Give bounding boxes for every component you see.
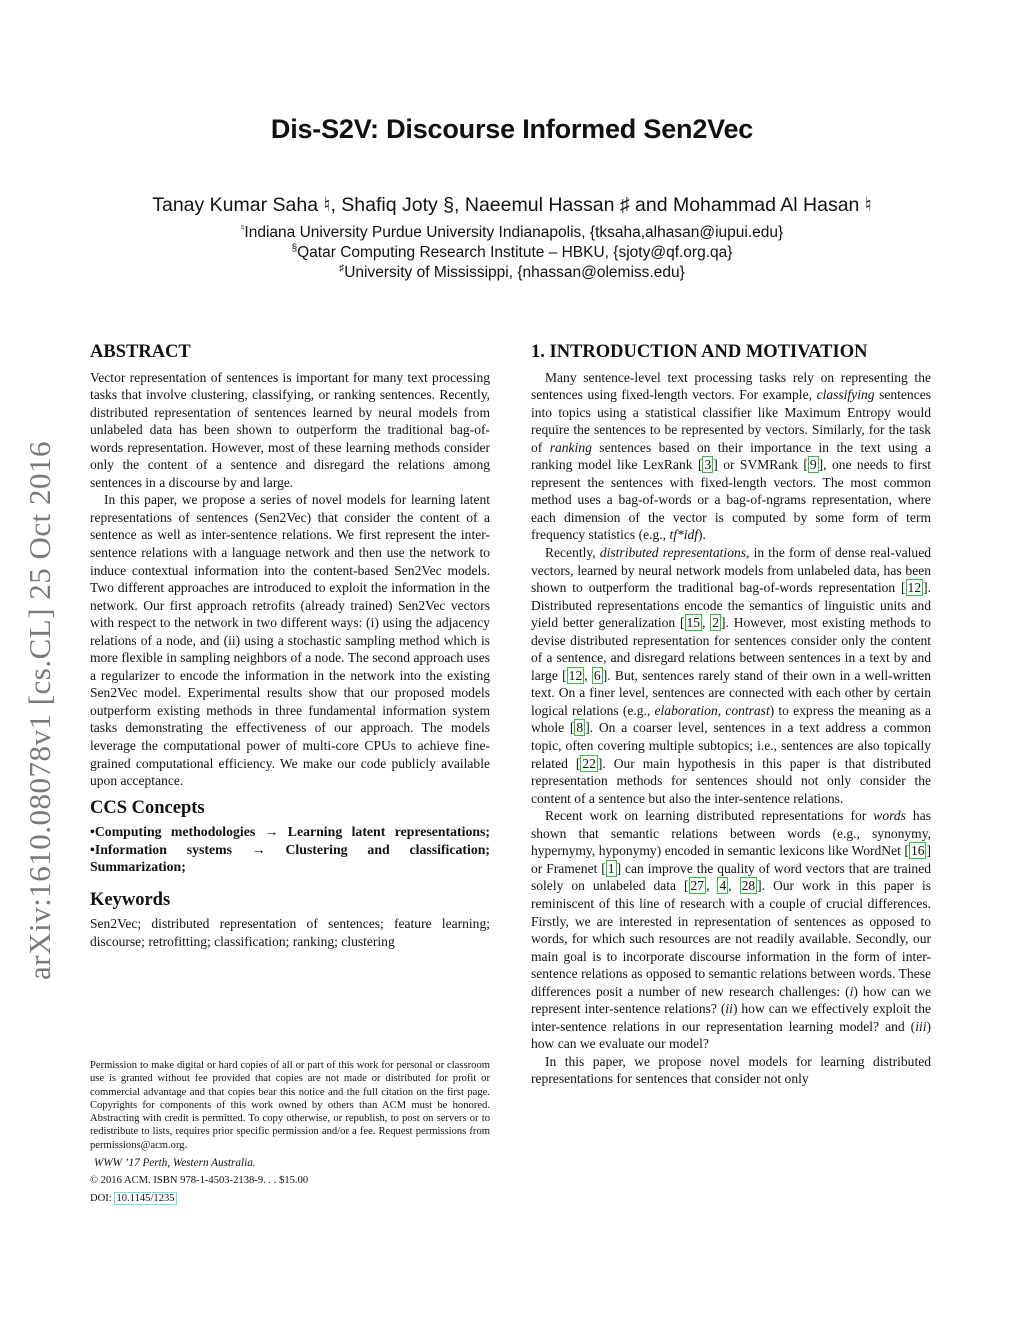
citation-link[interactable]: 27	[690, 878, 705, 894]
affiliation-3	[0, 259, 1024, 283]
doi-label: DOI:	[90, 1193, 112, 1204]
abstract-paragraph-2: In this paper, we propose a series of novel models for learning latent representations of sentences (Sen2Vec) that consider the content of a sentence as well as inter-sentence relations. We first represent the inter-sentence relations with a language network and then use the network to induce contextual information into the content-based Sen2Vec models. Two different approaches are introduced to exploit the information in the network. Our first approach retrofits (already trained) Sen2Vec vectors with respect to the network in two different ways: (i) using the adjacency relations of a node, and (ii) using a stochastic sampling method which is more flexible in sampling neighbors of a node. The second approach uses a regularizer to encode the information in the network into the existing Sen2Vec model. Experimental results show that our proposed models outperform existing methods in three fundamental information system tasks demonstrating the effectiveness of our approach. The models leverage the computational power of multi-core CPUs to achieve fine-grained computational efficiency. We make our code publicly available upon acceptance.	[90, 492, 490, 789]
citation-link[interactable]: 2	[712, 615, 720, 631]
affiliation-text: Indiana University Purdue University Indianapolis, {tksaha,alhasan@iupui.edu}	[244, 224, 784, 241]
affiliation-mark: ♯	[339, 263, 345, 274]
ccs-concepts: •Computing methodologies → Learning latent representations; •Information systems → Clustering and classification; Summarization;	[90, 824, 490, 875]
citation-link[interactable]: 15	[686, 615, 701, 631]
citation-link[interactable]: 3	[704, 457, 712, 473]
permission-notice: Permission to make digital or hard copies of all or part of this work for personal or classroom use is granted without fee provided that copies are not made or distributed for profit or commercial advantage and that copies bear this notice and the full citation on the first page. Copyrights for components of this work owned by others than ACM must be honored. Abstracting with credit is permitted. To copy otherwise, or republish, to post on servers or to redistribute to lists, requires prior specific permission and/or a fee. Request permissions from permissions@acm.org.	[90, 1060, 490, 1151]
keywords-text: Sen2Vec; distributed representation of sentences; feature learning; discourse; retrofitting; classification; ranking; clustering	[90, 916, 490, 949]
citation-link[interactable]: 9	[809, 457, 817, 473]
intro-paragraph-4: In this paper, we propose novel models for learning distributed representations for sentences that consider not only	[531, 1053, 931, 1087]
copyright-line: © 2016 ACM. ISBN 978-1-4503-2138-9. . . $15.00	[90, 1175, 309, 1186]
doi-link[interactable]: 10.1145/1235	[116, 1193, 175, 1204]
citation-link[interactable]: 1	[607, 860, 615, 876]
intro-heading: 1. INTRODUCTION AND MOTIVATION	[531, 342, 868, 362]
author-list: Tanay Kumar Saha ♮, Shafiq Joty §, Naeemul Hassan ♯ and Mohammad Al Hasan ♮	[152, 194, 872, 216]
citation-link[interactable]: 12	[907, 580, 922, 596]
arxiv-stamp: arXiv:1610.08078v1 [cs.CL] 25 Oct 2016	[22, 440, 57, 980]
affiliation-mark: ♮	[240, 223, 245, 234]
citation-link[interactable]: 12	[568, 667, 583, 683]
abstract-heading: ABSTRACT	[90, 342, 191, 362]
affiliation-text: University of Mississippi, {nhassan@olemiss.edu}	[344, 264, 685, 281]
intro-paragraph-1: Many sentence-level text processing tasks rely on representing the sentences using fixed-length vectors. For example, classifying sentences into topics using a statistical classifier like Maximum Entropy would require the sentences to be represented by vectors. Similarly, for the task of ranking sentences based on their importance in the text using a ranking model like LexRank [ 3 ] or SVMRank [ 9 ], one needs to first represent the sentences with fixed-length vectors. The most common method uses a bag-of-words or a bag-of-ngrams representation, where each dimension of the vector is computed by some form of term frequency statistics (e.g., tf*idf).	[531, 369, 932, 543]
citation-link[interactable]: 8	[576, 720, 584, 736]
intro-paragraph-2: Recently, distributed representations, in the form of dense real-valued vectors, learned by neural network models from unlabeled data, has been shown to outperform the traditional bag-of-words representation [ 12 ]. Distributed representations encode the semantics of linguistic units and yield better generalization [ 15 , 2 ]. However, most existing methods to devise distributed representation for sentences consider only the content of a sentence, and disregard relations between sentences in a text by and large [ 12 , 6 ]. But, sentences rarely stand of their own in a well-written text. On a finer level, sentences are connected with each other by certain logical relations (e.g., elaboration, contrast) to express the meaning as a whole [ 8 ]. On a coarser level, sentences in a text address a common topic, often covering multiple subtopics; i.e., sentences are also topically related [ 22 ]. Our main hypothesis in this paper is that distributed representation methods for sentences should not only consider the content of a sentence but also the inter-sentence relations.	[531, 545, 931, 806]
affiliation-mark: §	[291, 243, 298, 254]
right-column	[531, 344, 931, 1088]
citation-link[interactable]: 28	[741, 878, 756, 894]
venue-line: WWW ’17 Perth, Western Australia.	[94, 1157, 256, 1169]
keywords-heading: Keywords	[90, 889, 171, 910]
citation-link[interactable]: 22	[582, 755, 596, 771]
citation-link[interactable]: 16	[910, 843, 925, 859]
left-column	[90, 344, 490, 950]
paper-title: Dis-S2V: Discourse Informed Sen2Vec	[270, 114, 754, 144]
affiliation-text: Qatar Computing Research Institute – HBKU, {sjoty@qf.org.qa}	[297, 244, 733, 261]
citation-link[interactable]: 6	[593, 667, 601, 683]
ccs-heading: CCS Concepts	[90, 797, 205, 818]
abstract-paragraph-1: Vector representation of sentences is important for many text processing tasks that involve clustering, classifying, or ranking sentences. Recently, distributed representation of sentences learned by neural models from unlabeled data has been shown to outperform the traditional bag-of-words representation. However, most of these learning methods consider only the content of a sentence and disregard the relations among sentences in a discourse by and large.	[90, 369, 490, 490]
intro-paragraph-3: Recent work on learning distributed representations for words has shown that semantic relations between words (e.g., synonymy, hypernymy, hyponymy) encoded in semantic lexicons like WordNet [ 16 ] or Framenet [ 1 ] can improve the quality of word vectors that are trained solely on unlabeled data [ 27 , 4 , 28 ]. Our work in this paper is reminiscent of this line of research with a couple of crucial differences. Firstly, we are interested in representation of sentences as opposed to words, for which such resources are not readily available. Secondly, our main goal is to incorporate discourse information in the form of inter-sentence relations as opposed to semantic relations between words. These differences posit a number of new research challenges: (i) how can we represent inter-sentence relations? (ii) how can we effectively exploit the inter-sentence relations in our representation learning model? and (iii) how can we evaluate our model?	[531, 808, 931, 1052]
doi-line	[90, 1193, 177, 1204]
citation-link[interactable]: 4	[719, 878, 727, 894]
